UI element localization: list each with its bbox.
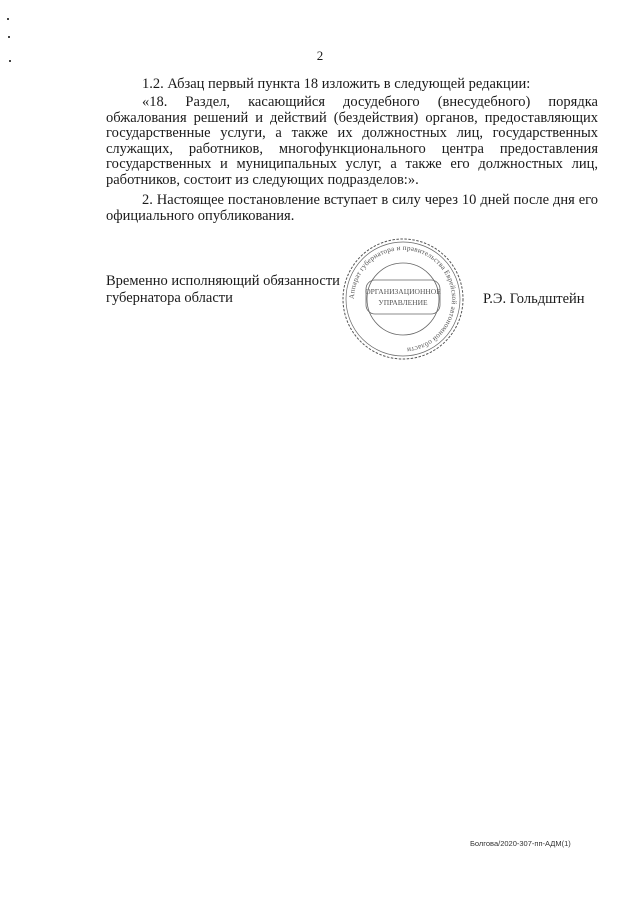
stamp-center-line-2: УПРАВЛЕНИЕ [378,298,428,307]
paragraph-2-line: государственные услуги, а также их должностных лиц, государственных [106,125,598,141]
paragraph-2 [106,95,598,188]
signatory-position-line: Временно исполняющий обязанности [106,273,340,289]
paragraph-1-text: 1.2. Абзац первый пункта 18 изложить в следующей редакции: [142,76,531,92]
paragraph-2-line: служащих, работников, многофункционального центра предоставления [106,140,598,157]
paragraph-2-line: работников, состоит из следующих подразделов:». [106,171,419,188]
stamp-center-line-1: ОРГАНИЗАЦИОННОЕ [365,287,441,296]
paragraph-3-line: 2. Настоящее постановление вступает в силу через 10 дней после дня его [142,192,598,208]
scan-dot [7,18,9,20]
paragraph-3 [106,193,598,224]
scan-dot [9,60,11,62]
paragraph-1 [106,77,598,93]
paragraph-2-line: «18. Раздел, касающийся досудебного (внесудебного) порядка [142,94,598,110]
document-code: Болгова/2020-307-пп-АДМ(1) [470,839,571,848]
paragraph-3-line: официального опубликования. [106,207,295,224]
signatory-position [106,273,340,307]
page-number: 2 [316,48,324,63]
stamp-ring-text: Аппарат губернатора и правительства Еврейской автономной области [347,243,459,354]
signatory-name: Р.Э. Гольдштейн [483,291,585,307]
paragraph-2-line: обжалования решений и действий (бездействия) органов, предоставляющих [106,109,598,126]
scan-dot [8,36,10,38]
paragraph-2-line: государственных и муниципальных услуг, а также его должностных лиц, [106,156,598,172]
official-stamp [340,236,466,362]
signatory-position-line: губернатора области [106,290,233,306]
